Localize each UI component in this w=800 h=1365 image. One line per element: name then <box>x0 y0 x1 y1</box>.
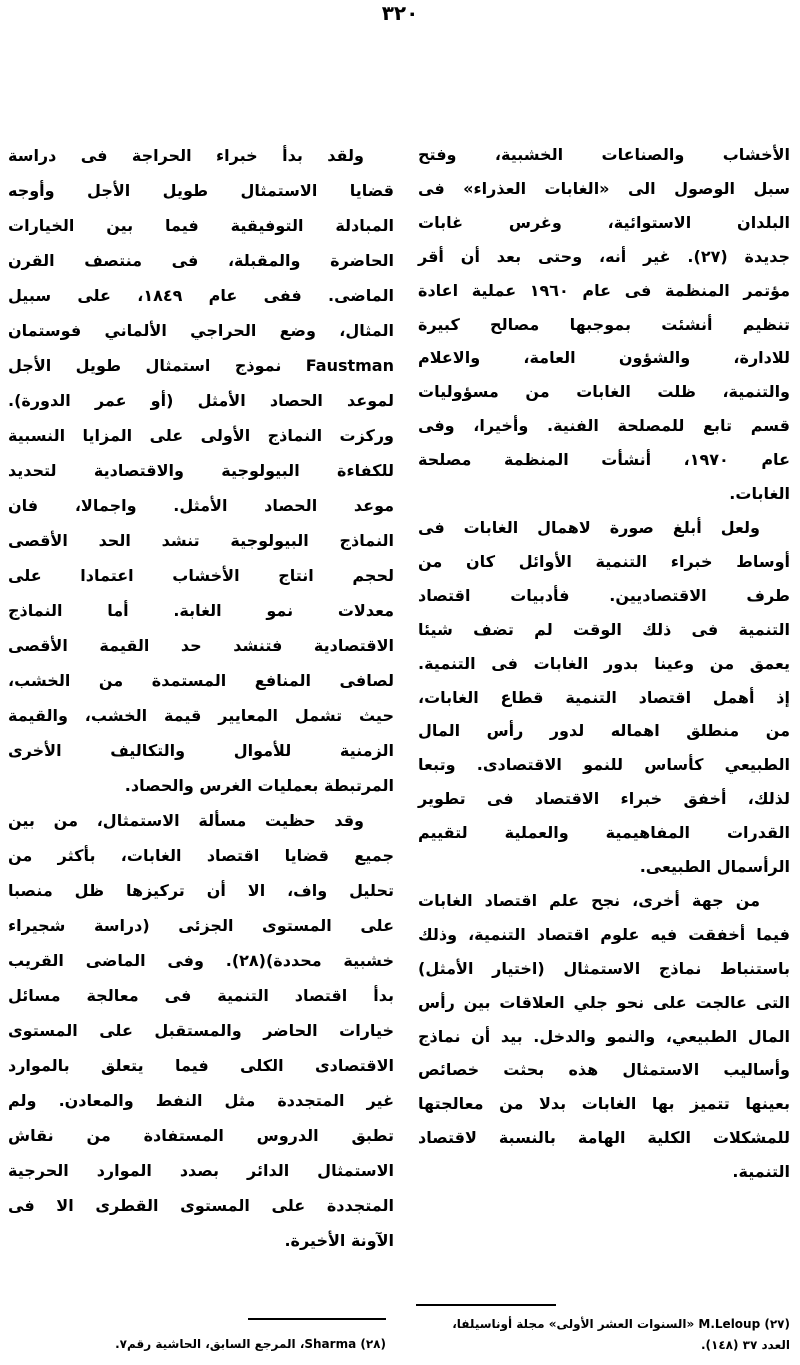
text-line: عام ١٩٧٠، أنشأت المنظمة مصلحة <box>418 450 790 470</box>
text-line: لصافى المنافع المستمدة من الخشب، <box>8 671 394 690</box>
text-line: معدلات نمو الغابة. أما النماذج <box>8 601 394 620</box>
text-line: سبل الوصول الى «الغابات العذراء» فى <box>418 178 790 198</box>
text-line: لحجم انتاج الأخشاب اعتمادا على <box>8 566 394 585</box>
paragraph <box>418 884 790 1189</box>
text-line: بعينها تتميز بها الغابات بدلا من معالجتها <box>418 1094 790 1114</box>
text-line: تنظيم أنشئت بموجبها مصالح كبيرة <box>418 314 790 334</box>
text-line: للكفاءة البيولوجية والاقتصادية لتحديد <box>8 461 394 480</box>
text-line: النماذج البيولوجية تنشد الحد الأقصى <box>8 531 394 550</box>
text-line: ولعل أبلغ صورة لاهمال الغابات فى <box>418 517 760 537</box>
text-line: الاقتصادى الكلى فيما يتعلق بالموارد <box>8 1056 394 1075</box>
text-line: تحليل واف، الا أن تركيزها ظل منصبا <box>8 881 394 900</box>
text-line: من جهة أخرى، نجح علم اقتصاد الغابات <box>418 890 760 910</box>
paragraph <box>8 803 394 1258</box>
text-line: المرتبطة بعمليات الغرس والحصاد. <box>124 776 394 795</box>
text-line: القدرات المفاهيمية والعملية لتقييم <box>418 823 790 843</box>
text-line: الاقتصادية فتنشد حد القيمة الأقصى <box>8 636 394 655</box>
text-line: الماضى. ففى عام ١٨٤٩، على سبيل <box>8 286 394 305</box>
text-line: التى عالجت على نحو جلي العلاقات بين رأس <box>418 992 790 1012</box>
text-line: تطبق الدروس المستفادة من نقاش <box>8 1126 394 1145</box>
page-number: ٣٢٠ <box>381 1 419 25</box>
text-line: الحاضرة والمقبلة، فى منتصف القرن <box>8 251 394 270</box>
footnote-27-line2: العدد ٣٧ (١٤٨). <box>700 1338 790 1352</box>
text-line: جديدة (٢٧). غير أنه، وحتى بعد أن أقر <box>418 246 790 266</box>
text-line: وركزت النماذج الأولى على المزايا النسبية <box>8 426 394 445</box>
text-line: خيارات الحاضر والمستقبل على المستوى <box>8 1021 394 1040</box>
text-line: مؤتمر المنظمة فى عام ١٩٦٠ عملية اعادة <box>418 280 791 300</box>
text-line: البلدان الاستوائية، وغرس غابات <box>418 212 790 232</box>
footnote-28 <box>8 1334 386 1355</box>
footnote-divider-right <box>416 1304 556 1306</box>
text-line: غير المتجددة مثل النفط والمعادن. ولم <box>8 1091 394 1110</box>
text-line: قسم تابع للمصلحة الفنية. وأخيرا، وفى <box>418 416 790 436</box>
footnote-28-line1: (٢٨) Sharma، المرجع السابق، الحاشية رقم٧. <box>115 1337 386 1351</box>
text-line: المال الطبيعي، والنمو والدخل. بيد أن نماذج <box>418 1026 790 1046</box>
text-line: خشبية محددة)(٢٨). وفى الماضى القريب <box>8 951 394 970</box>
text-line: التنمية. <box>732 1162 790 1182</box>
text-line: إذ أهمل اقتصاد التنمية قطاع الغابات، <box>418 687 790 707</box>
paragraph <box>418 511 790 884</box>
text-line: Faustman نموذج استمثال طويل الأجل <box>8 356 394 375</box>
text-line: بدأ اقتصاد التنمية فى معالجة مسائل <box>8 986 394 1005</box>
text-line: الاستمثال الدائر بصدد الموارد الحرجية <box>8 1161 394 1180</box>
text-line: المثال، وضع الحراجي الألماني فوستمان <box>8 321 394 340</box>
text-line: أوساط خبراء التنمية الأوائل كان من <box>418 551 790 571</box>
text-line: الغابات. <box>729 484 790 504</box>
text-line: باستنباط نماذج الاستمثال (اختيار الأمثل) <box>418 958 790 978</box>
text-line: ولقد بدأ خبراء الحراجة فى دراسة <box>8 146 364 165</box>
footnote-27 <box>410 1314 790 1356</box>
text-line: يعمق من وعينا بدور الغابات فى التنمية. <box>418 653 790 673</box>
text-line: لموعد الحصاد الأمثل (أو عمر الدورة). <box>8 391 394 410</box>
text-line: الطبيعي كأساس للنمو الاقتصادى. وتبعا <box>418 755 790 775</box>
text-line: للادارة، والشؤون العامة، والاعلام <box>418 348 790 368</box>
text-line: الزمنية للأموال والتكاليف الأخرى <box>8 741 394 760</box>
text-line: وأساليب الاستمثال هذه بحثت خصائص <box>418 1060 790 1080</box>
text-line: موعد الحصاد الأمثل. واجمالا، فان <box>8 496 394 515</box>
paragraph <box>8 138 394 803</box>
text-line: حيث تشمل المعايير قيمة الخشب، والقيمة <box>8 706 394 725</box>
text-line: لذلك، أخفق خبراء الاقتصاد فى تطوير <box>418 789 790 809</box>
footnote-divider-left <box>248 1318 386 1320</box>
text-line: المبادلة التوفيقية فيما بين الخيارات <box>8 216 394 235</box>
text-line: من منطلق اهماله لدور رأس المال <box>418 721 790 741</box>
right-text-column <box>418 138 790 1189</box>
text-line: جميع قضايا اقتصاد الغابات، بأكثر من <box>8 846 394 865</box>
text-line: الرأسمال الطبيعى. <box>639 857 790 877</box>
text-line: على المستوى الجزئى (دراسة شجيراء <box>8 916 394 935</box>
footnote-27-line1: (٢٧) M.Leloup «السنوات العشر الأولى» مجلة أوناسيلفا، <box>452 1317 790 1331</box>
text-line: طرف الاقتصاديين. فأدبيات اقتصاد <box>418 585 790 605</box>
text-line: التنمية فى ذلك الوقت لم تضف شيئا <box>418 619 790 639</box>
text-line: والتنمية، ظلت الغابات من مسؤوليات <box>418 382 790 402</box>
text-line: الأخشاب والصناعات الخشبية، وفتح <box>418 145 790 164</box>
text-line: للمشكلات الكلية الهامة بالنسبة لاقتصاد <box>418 1128 790 1148</box>
text-line: الآونة الأخيرة. <box>284 1231 394 1250</box>
text-line: قضايا الاستمثال طويل الأجل وأوجه <box>8 181 394 200</box>
text-line: المتجددة على المستوى القطرى الا فى <box>8 1196 394 1215</box>
text-line: فيما أخفقت فيه علوم اقتصاد التنمية، وذلك <box>418 924 790 944</box>
paragraph <box>418 138 790 511</box>
left-text-column <box>8 138 394 1258</box>
text-line: وقد حظيت مسألة الاستمثال، من بين <box>8 811 364 830</box>
